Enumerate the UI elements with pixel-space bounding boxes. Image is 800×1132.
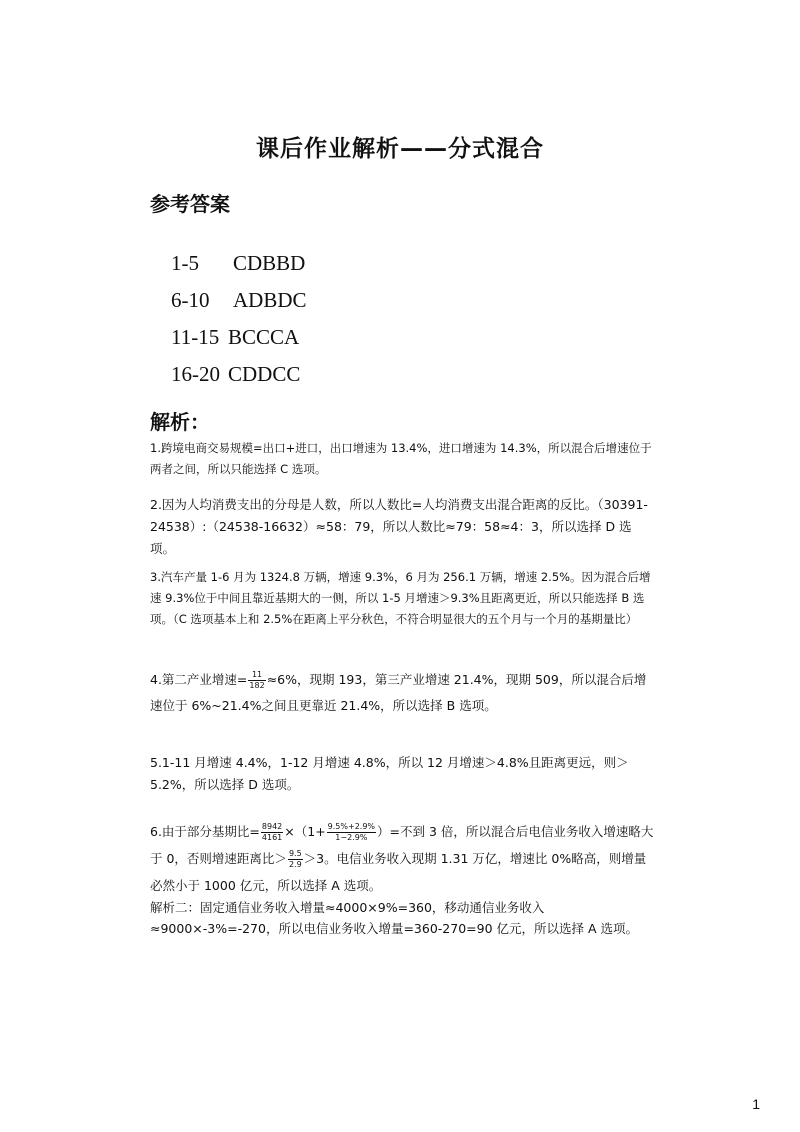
analysis-q2 xyxy=(150,494,655,560)
answer-row xyxy=(150,337,300,412)
analysis-q1 xyxy=(150,438,655,480)
fraction-numerator: 9.5%+2.9% xyxy=(327,822,376,831)
analysis-q5-text: 5.1-11 月增速 4.4%，1-12 月增速 4.8%，所以 12 月增速＞4.8%且距离更远，则＞5.2%，所以选择 D 选项。 xyxy=(150,755,629,792)
q6-text-mid2: ）=不到 3 倍，所以混合后电信业务收入增速略大于 0，否则增速距离比＞ xyxy=(150,824,654,866)
page-title: 课后作业解析——分式混合 xyxy=(256,136,544,162)
page-number: 1 xyxy=(752,1096,760,1112)
analysis-q2-text: 2.因为人均消费支出的分母是人数，所以人数比=人均消费支出混合距离的反比。（30391-24538）:（24538-16632）≈58：79，所以人数比≈79：58≈4：3，所以选择 D 选项。 xyxy=(150,497,648,556)
analysis-q1-text: 1.跨境电商交易规模=出口+进口，出口增速为 13.4%，进口增速为 14.3%，所以混合后增速位于两者之间，所以只能选择 C 选项。 xyxy=(150,441,652,476)
analysis-q3 xyxy=(150,567,655,630)
analysis-q4 xyxy=(150,667,655,719)
analysis-q6 xyxy=(150,818,655,939)
fraction-denominator: 182 xyxy=(249,681,265,690)
q6-text-mid1: ×（1+ xyxy=(284,824,326,839)
q6-alt-analysis: 解析二：固定通信业务收入增量≈4000×9%=360，移动通信业务收入≈9000×-3%=-270，所以电信业务收入增量=360-270=90 亿元，所以选择 A 选项。 xyxy=(150,900,638,936)
answer-range: 6-10 xyxy=(171,288,210,312)
analysis-q3-text: 3.汽车产量 1-6 月为 1324.8 万辆，增速 9.3%，6 月为 256.1 万辆，增速 2.5%。因为混合后增速 9.3%位于中间且靠近基期大的一侧，所以 1-5 月增速＞9.3%且距离更近，所以只能选择 B 选项。（C 选项基本上和 2.5%在距离上平分秋色，不符合明显很大的五个月与一个月的基期量比） xyxy=(150,570,651,626)
answers-heading: 参考答案 xyxy=(150,192,230,216)
answer-letters: ADBDC xyxy=(233,288,307,312)
q6-fraction-2 xyxy=(327,822,376,843)
answer-range: 16-20 xyxy=(171,362,220,386)
fraction-numerator: 11 xyxy=(248,670,265,681)
analysis-q5 xyxy=(150,752,655,796)
analysis-heading: 解析： xyxy=(150,410,210,434)
q6-fraction-1 xyxy=(261,822,283,843)
fraction-denominator: 1−2.9% xyxy=(335,833,368,842)
answer-letters: BCCCA xyxy=(228,325,300,349)
q6-text-post: ＞3。电信业务收入现期 1.31 万亿，增速比 0%略高，则增量必然小于 1000 亿元，所以选择 A 选项。 xyxy=(150,851,647,893)
answer-range: 1-5 xyxy=(171,251,199,275)
q6-fraction-3 xyxy=(288,849,303,870)
answer-letters: CDDCC xyxy=(228,362,301,386)
answer-range: 11-15 xyxy=(171,325,220,349)
q4-text-pre: 4.第二产业增速= xyxy=(150,672,248,687)
q4-text-post: ≈6%，现期 193，第三产业增速 21.4%，现期 509，所以混合后增速位于 6%~21.4%之间且更靠近 21.4%，所以选择 B 选项。 xyxy=(150,672,647,713)
q6-text-pre: 6.由于部分基期比= xyxy=(150,824,260,839)
fraction-denominator: 2.9 xyxy=(288,860,302,869)
fraction-denominator: 4161 xyxy=(261,833,283,842)
fraction-numerator: 9.5 xyxy=(288,849,302,858)
q4-fraction xyxy=(248,670,265,691)
fraction-numerator: 8942 xyxy=(261,822,283,831)
answer-letters: CDBBD xyxy=(233,251,306,275)
